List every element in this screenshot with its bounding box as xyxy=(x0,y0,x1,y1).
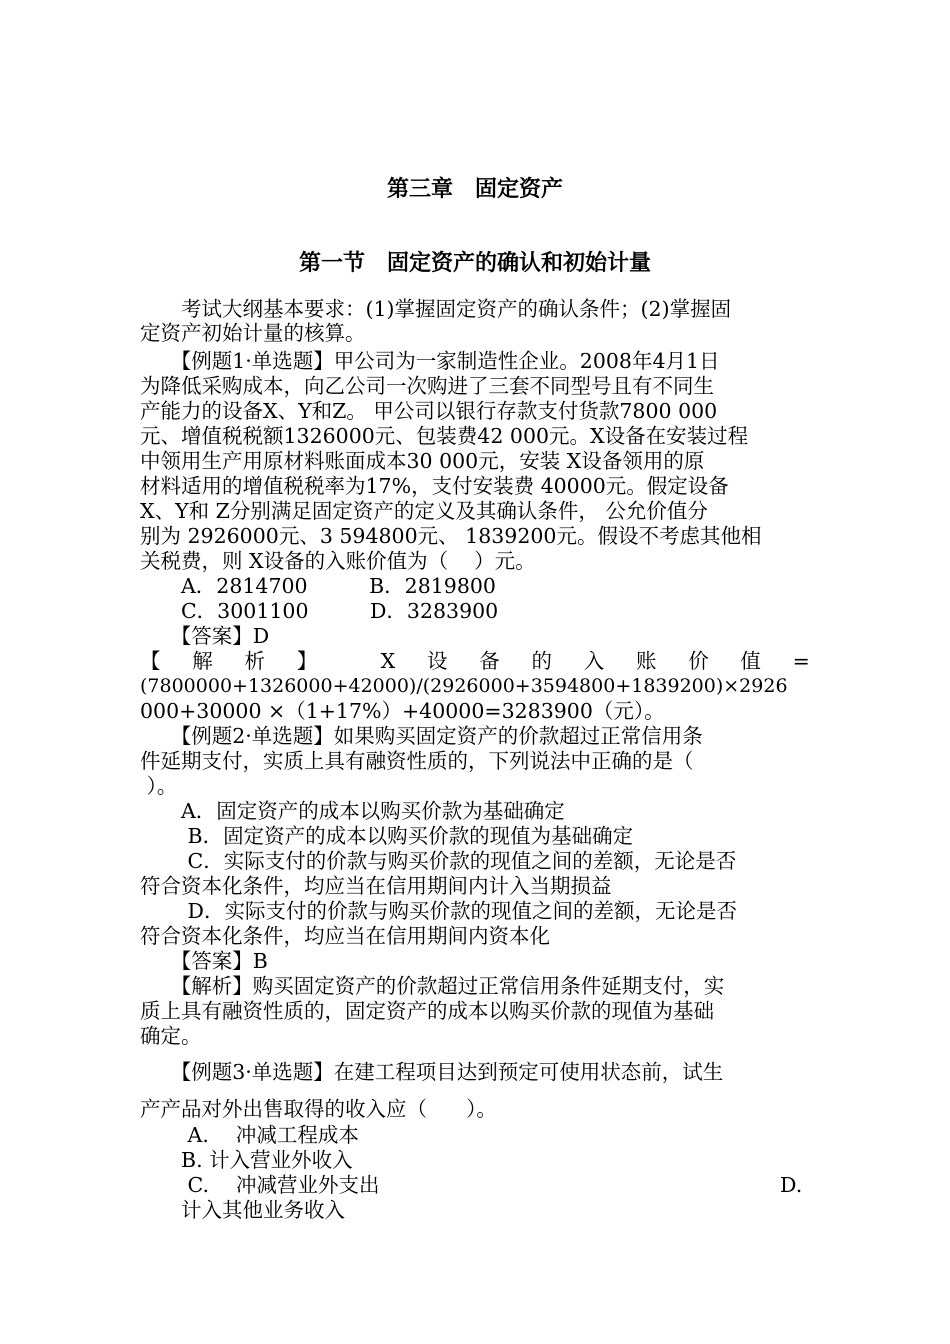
analysis-char: 【 xyxy=(140,649,161,673)
q2-analysis-line: 【解析】购买固定资产的价款超过正常信用条件延期支付，实 xyxy=(140,974,725,998)
q1-option-line: A．2814700 B．2819800 xyxy=(140,574,496,598)
q2-stem-line: ）。 xyxy=(140,774,178,798)
chapter-title: 第三章 固定资产 xyxy=(386,177,563,202)
q2-analysis-line: 确定。 xyxy=(140,1024,202,1048)
q2-option-line: A．固定资产的成本以购买价款为基础确定 xyxy=(140,799,565,823)
q2-stem-line: 【例题2·单选题】如果购买固定资产的价款超过正常信用条 xyxy=(140,724,703,748)
analysis-char: 解 xyxy=(192,649,213,673)
q1-stem-line: X、Y和 Z分别满足固定资产的定义及其确认条件， 公允价值分 xyxy=(140,499,708,523)
q3-stem-line: 【例题3·单选题】在建工程项目达到预定可使用状态前，试生 xyxy=(140,1060,724,1084)
q1-analysis-line: 000+30000 ×（1+17%）+40000=3283900（元）。 xyxy=(140,699,665,723)
q2-option-line: D．实际支付的价款与购买价款的现值之间的差额，无论是否 xyxy=(140,899,737,923)
q1-answer: 【答案】D xyxy=(140,624,270,648)
analysis-char: X xyxy=(380,649,396,673)
analysis-char: 入 xyxy=(583,649,605,673)
section-title: 第一节 固定资产的确认和初始计量 xyxy=(298,251,651,276)
analysis-char: 备 xyxy=(479,649,500,673)
q3-option-d-text: 计入其他业务收入 xyxy=(140,1198,345,1222)
q1-stem-line: 别为 2926000元、3 594800元、 1839200元。假设不考虑其他相 xyxy=(140,524,762,548)
q3-stem-line: 产产品对外出售取得的收入应（ ）。 xyxy=(140,1097,497,1121)
analysis-char: 账 xyxy=(635,649,657,673)
q1-stem-line: 中领用生产用原材料账面成本30 000元，安装 X设备领用的原 xyxy=(140,449,705,473)
syllabus-line: 定资产初始计量的核算。 xyxy=(140,321,366,345)
analysis-char: 的 xyxy=(531,649,552,673)
syllabus-line: 考试大纲基本要求：(1)掌握固定资产的确认条件；(2)掌握固 xyxy=(140,297,732,321)
q2-option-line: 符合资本化条件，均应当在信用期间内计入当期损益 xyxy=(140,874,612,898)
analysis-char: 价 xyxy=(688,649,709,673)
analysis-char: 析 xyxy=(244,649,265,673)
analysis-char: 】 xyxy=(296,649,318,673)
q1-stem-line: 产能力的设备X、Y和Z。 甲公司以银行存款支付货款7800 000 xyxy=(140,399,718,423)
q2-option-line: 符合资本化条件，均应当在信用期间内资本化 xyxy=(140,924,550,948)
analysis-char: = xyxy=(792,649,810,673)
q1-stem-line: 关税费，则 X设备的入账价值为（ ）元。 xyxy=(140,549,536,573)
q2-option-line: B．固定资产的成本以购买价款的现值为基础确定 xyxy=(140,824,634,848)
q2-analysis-line: 质上具有融资性质的，固定资产的成本以购买价款的现值为基础 xyxy=(140,999,714,1023)
q1-analysis-line: (7800000+1326000+42000)/(2926000+3594800+1839200)×2926 xyxy=(140,675,788,697)
analysis-char: 值 xyxy=(740,649,761,673)
q2-option-line: C．实际支付的价款与购买价款的现值之间的差额，无论是否 xyxy=(140,849,737,873)
q1-stem-line: 元、增值税税额1326000元、包装费42 000元。X设备在安装过程 xyxy=(140,424,749,448)
q3-option-c: C. 冲减营业外支出 xyxy=(140,1173,380,1197)
q1-stem-line: 材料适用的增值税税率为17%，支付安装费 40000元。假定设备 xyxy=(140,474,729,498)
q1-analysis-spread xyxy=(140,649,810,673)
q3-option-d-label: D. xyxy=(780,1173,803,1197)
analysis-char: 设 xyxy=(427,649,448,673)
q2-answer: 【答案】B xyxy=(140,949,268,973)
q1-option-line: C．3001100 D．3283900 xyxy=(140,599,499,623)
q3-option-a: A. 冲减工程成本 xyxy=(140,1123,359,1147)
q1-stem-line: 【例题1·单选题】甲公司为一家制造性企业。2008年4月1日 xyxy=(140,349,720,373)
q3-option-b: B. 计入营业外收入 xyxy=(140,1148,353,1172)
q2-stem-line: 件延期支付，实质上具有融资性质的，下列说法中正确的是（ xyxy=(140,749,694,773)
q1-stem-line: 为降低采购成本，向乙公司一次购进了三套不同型号且有不同生 xyxy=(140,374,714,398)
